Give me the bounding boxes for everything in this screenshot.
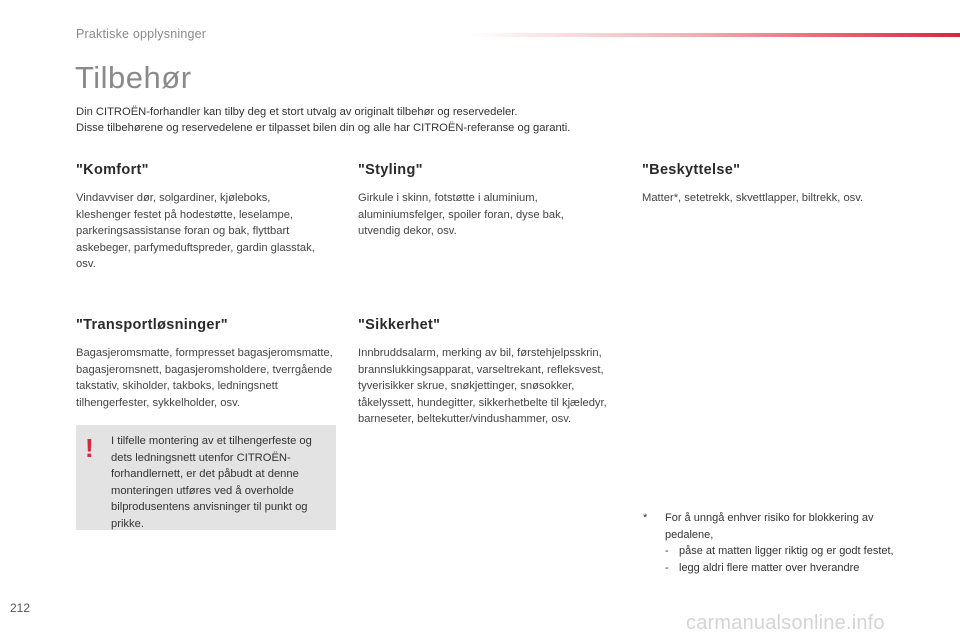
footnote (643, 510, 913, 576)
category-sikkerhet (358, 317, 608, 428)
category-komfort (76, 162, 321, 273)
category-text: Innbruddsalarm, merking av bil, førstehjelpsskrin, brannslukkingsapparat, varseltrekant, refleksvest, tyverisikker skrue, snøkjettinger, snøsokker, tåkelyssett, hundegitter, sikkerhetbelte til kjæledyr, barneseter, beltekutter/vindushammer, osv. (358, 347, 607, 425)
category-styling (358, 162, 603, 240)
category-heading: "Styling" (358, 162, 423, 178)
category-heading: "Transportløsninger" (76, 317, 228, 333)
warning-box (76, 425, 336, 530)
page-title: Tilbehør (75, 60, 192, 95)
intro-paragraph (76, 104, 856, 136)
category-text: Bagasjeromsmatte, formpresset bagasjeromsmatte, bagasjeromsnett, bagasjeromsholdere, tverrgående takstativ, skiholder, takboks, ledningsnett tilhengerfester, sykkelholder, osv. (76, 347, 333, 409)
footnote-marker: * (643, 512, 648, 524)
category-text: Matter*, setetrekk, skvettlapper, biltrekk, osv. (642, 192, 864, 204)
category-heading: "Komfort" (76, 162, 149, 178)
list-item-text: påse at matten ligger riktig og er godt festet, (679, 545, 894, 557)
category-heading: "Beskyttelse" (642, 162, 741, 178)
watermark: carmanualsonline.info (686, 612, 885, 634)
intro-line-2: Disse tilbehørene og reservedelene er tilpasset bilen din og alle har CITROËN-referanse og garanti. (76, 122, 571, 134)
category-beskyttelse (642, 162, 912, 207)
header-accent-bar (470, 33, 960, 37)
section-label: Praktiske opplysninger (76, 27, 207, 41)
category-transport (76, 317, 346, 411)
list-item (665, 543, 913, 560)
category-text: Vindavviser dør, solgardiner, kjøleboks, kleshenger festet på hodestøtte, leselampe, parkeringsassistanse foran og bak, flyttbart askebeger, parfymeduftspreder, gardin glasstak, osv. (76, 192, 315, 270)
intro-line-1: Din CITROËN-forhandler kan tilby deg et stort utvalg av originalt tilbehør og reservedeler. (76, 106, 518, 118)
list-item (665, 560, 913, 577)
category-heading: "Sikkerhet" (358, 317, 441, 333)
footnote-list (643, 543, 913, 576)
page-number: 212 (10, 601, 31, 615)
footnote-text: For å unngå enhver risiko for blokkering av pedalene, (665, 512, 874, 541)
bullet-dash: - (665, 545, 669, 557)
exclamation-icon: ! (85, 433, 94, 463)
bullet-dash: - (665, 561, 669, 574)
list-item-text: legg aldri flere matter over hverandre (679, 561, 860, 574)
warning-text: I tilfelle montering av et tilhengerfeste og dets ledningsnett utenfor CITROËN-forhandlernett, er det påbudt at denne monteringen utføres ved å overholde bilprodusentens anvisninger til punkt og prikke. (111, 435, 312, 530)
category-text: Girkule i skinn, fotstøtte i aluminium, aluminiumsfelger, spoiler foran, dyse bak, utvendig dekor, osv. (358, 192, 564, 237)
